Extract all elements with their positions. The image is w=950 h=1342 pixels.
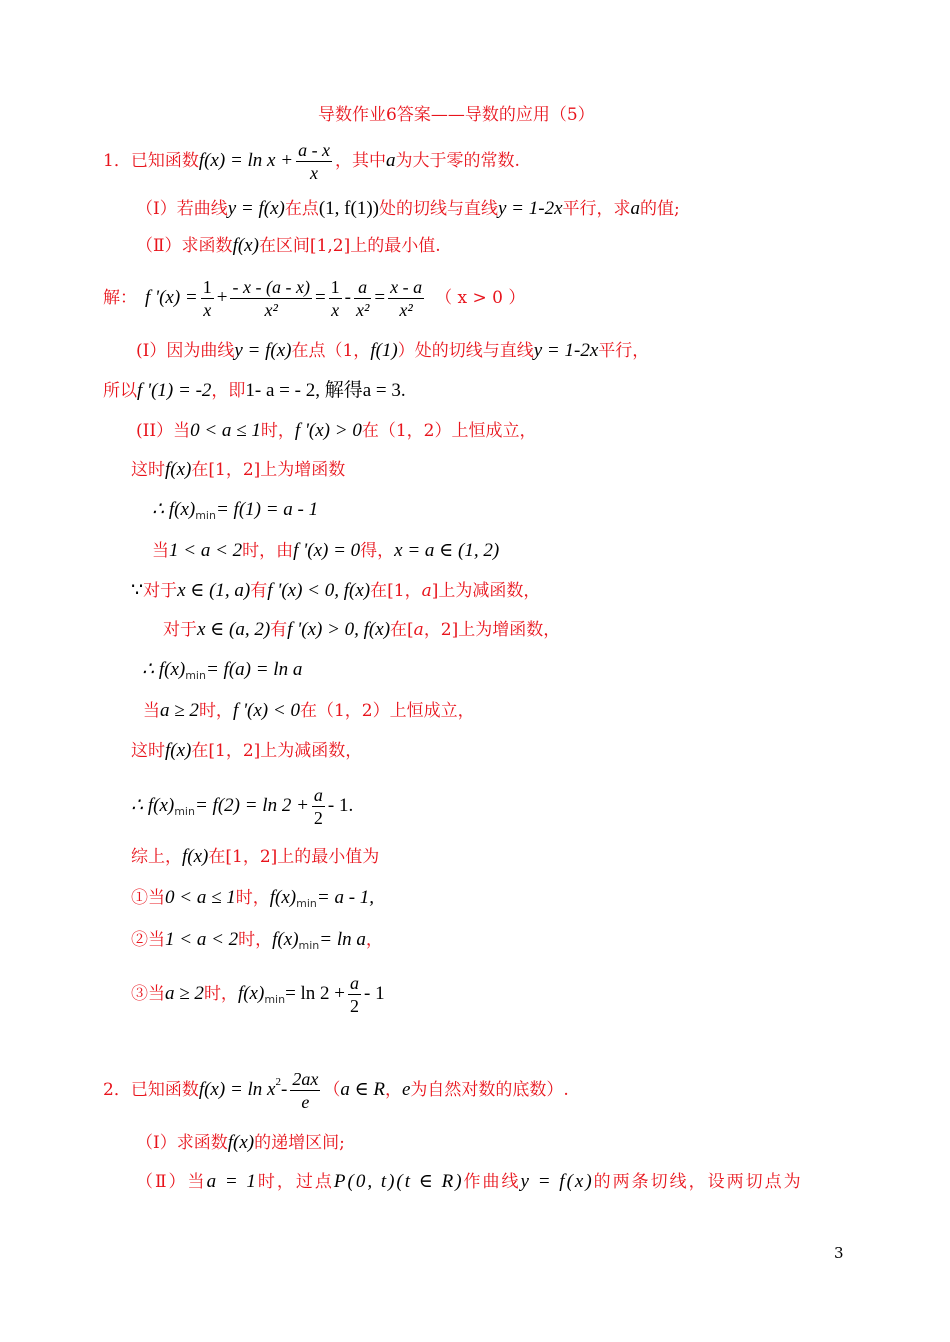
solution-line: ∴ f(x) min = f(2) = ln 2 + $\frac{a}{2}$ - 1. bbox=[131, 784, 354, 828]
problem-2-part-ii: （Ⅱ）当 a = 1 时，过点 P(0, t)(t ∈ R) 作曲线 y = f(x) 的两条切线，设两切点为 bbox=[136, 1171, 803, 1192]
summary-case-3: ③当 a ≥ 2 时， f(x) min = ln 2 + $\frac{a}{2}$ - 1 bbox=[131, 972, 385, 1016]
problem-1-part-i: （Ⅰ）若曲线 y = f(x) 在点 (1, f(1)) 处的切线与直线 y = 1-2x 平行，求 a 的值; bbox=[136, 198, 680, 219]
solution-part-ii: (II）当 0 < a ≤ 1 时， f '(x) > 0 在（1，2）上恒成立， bbox=[136, 420, 537, 441]
summary-case-2: ②当 1 < a < 2 时， f(x) min = ln a ， bbox=[131, 929, 383, 952]
solution-line: ∴ f(x) min = f(a) = ln a bbox=[142, 659, 303, 682]
solution-line: 当 a ≥ 2 时， f '(x) < 0 在（1，2）上恒成立， bbox=[143, 700, 475, 721]
solution-line: 这时 f(x) 在[1，2]上为增函数 bbox=[131, 459, 346, 480]
solution-line: 当 1 < a < 2 时，由 f '(x) = 0 得， x = a ∈ (1, 2) bbox=[152, 540, 500, 561]
page-title: 导数作业6答案——导数的应用（5） bbox=[318, 105, 595, 125]
solution-part-i-result: 所以 f '(1) = -2 ，即 1- a = - 2, 解得a = 3. bbox=[103, 380, 406, 401]
solution-line: ∵ 对于 x ∈ (1, a) 有 f '(x) < 0, f(x) 在[1， a ]上为减函数， bbox=[131, 580, 541, 601]
problem-2-part-i: （Ⅰ）求函数 f(x) 的递增区间; bbox=[136, 1132, 345, 1153]
solution-line: 对于 x ∈ (a, 2) 有 f '(x) > 0, f(x) 在[ a ，2]上为增函数， bbox=[163, 619, 561, 640]
problem-1-part-ii: （Ⅱ）求函数 f(x) 在区间[1,2]上的最小值. bbox=[136, 235, 441, 256]
solution-part-i: (I）因为曲线 y = f(x) 在点（1， f(1) ）处的切线与直线 y = 1-2x 平行， bbox=[136, 340, 650, 361]
fraction: $\frac{a - x}{x}$ bbox=[298, 139, 331, 183]
solution-line: ∴ f(x) min = f(1) = a - 1 bbox=[152, 499, 319, 522]
solution-derivative: 解： f '(x) = $\frac{1}{x}$ + $\frac{- x - (a - x)}{\text{x²}}$ = $\frac{1}{x}$ - $\frac{a}{\text{x²}}$ = $\frac{x - a}{\text{x²}}$ （ x > 0 ） bbox=[103, 276, 526, 320]
solution-line: 综上， f(x) 在[1，2]上的最小值为 bbox=[131, 846, 380, 867]
summary-case-1: ①当 0 < a ≤ 1 时， f(x) min = a - 1, bbox=[131, 887, 375, 910]
problem-1-statement: 1．已知函数 f(x) = ln x + $\frac{a - x}{x}$ ，其中 a 为大于零的常数. bbox=[103, 139, 520, 183]
page-number: 3 bbox=[834, 1244, 844, 1262]
problem-2-statement: 2．已知函数 f(x) = ln x 2 - $\frac{2ax}{e}$ （ a ∈ R ， e 为自然对数的底数）. bbox=[103, 1068, 569, 1112]
solution-line: 这时 f(x) 在[1，2]上为减函数， bbox=[131, 740, 363, 761]
